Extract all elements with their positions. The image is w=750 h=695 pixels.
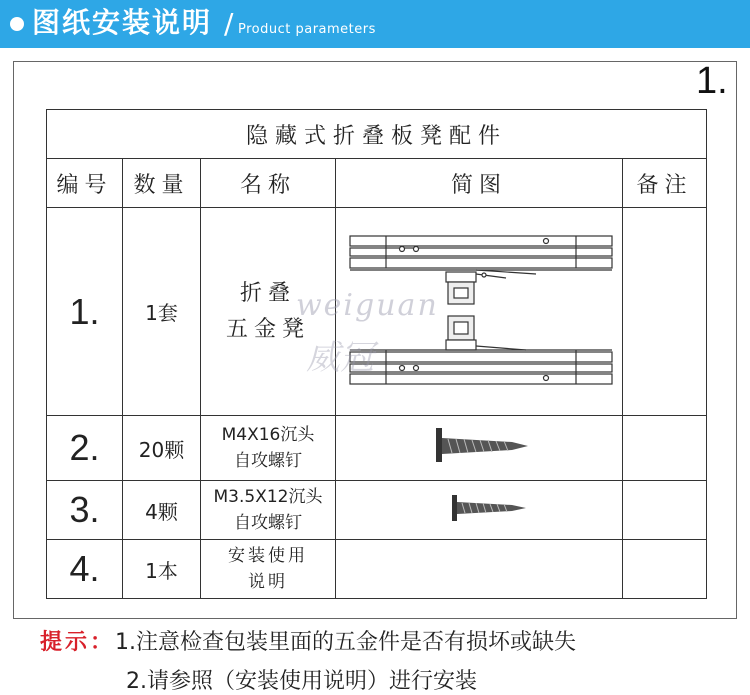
row-note xyxy=(623,208,707,416)
hint-line-2: 2.请参照（安装使用说明）进行安装 xyxy=(126,669,477,694)
row-diagram-empty xyxy=(336,540,623,599)
table-row xyxy=(47,416,707,481)
table-header-row xyxy=(47,159,707,208)
banner-subtitle: Product parameters xyxy=(238,22,376,37)
bullet-dot-icon xyxy=(10,17,24,31)
row-name-line1: M3.5X12沉头 xyxy=(213,487,323,507)
watermark-logo: 威冠 xyxy=(306,338,374,378)
row-name-line2: 说明 xyxy=(248,572,288,592)
row-quantity: 1套 xyxy=(123,208,201,416)
table-row xyxy=(47,481,707,540)
row-note xyxy=(623,481,707,540)
header-quantity: 数量 xyxy=(123,159,201,208)
parts-table xyxy=(46,109,707,599)
row-note xyxy=(623,416,707,481)
row-name-line2: 自攻螺钉 xyxy=(234,513,302,533)
row-number: 2. xyxy=(47,416,123,481)
header-note: 备注 xyxy=(623,159,707,208)
table-row xyxy=(47,540,707,599)
row-note xyxy=(623,540,707,599)
hint-text-1: 1.注意检查包装里面的五金件是否有损坏或缺失 xyxy=(115,630,577,655)
banner-slash: / xyxy=(224,7,234,40)
hint-label: 提示： xyxy=(40,630,116,655)
row-name xyxy=(201,416,336,481)
header-name: 名称 xyxy=(201,159,336,208)
row-number: 4. xyxy=(47,540,123,599)
row-quantity: 20颗 xyxy=(123,416,201,481)
header-banner xyxy=(0,0,750,48)
row-name-line2: 五金凳 xyxy=(225,316,310,342)
banner-title: 图纸安装说明 xyxy=(32,6,213,39)
header-diagram: 简图 xyxy=(336,159,623,208)
screw-image xyxy=(336,481,623,540)
screw-image xyxy=(336,416,623,481)
page-number: 1. xyxy=(696,60,728,102)
row-quantity: 4颗 xyxy=(123,481,201,540)
row-name-line1: M4X16沉头 xyxy=(221,425,315,445)
row-name-line1: 折叠 xyxy=(239,280,296,306)
screw-icon xyxy=(336,481,623,535)
table-title: 隐藏式折叠板凳配件 xyxy=(47,110,707,159)
screw-icon xyxy=(336,416,623,476)
watermark-text: weiguan xyxy=(296,288,439,323)
row-name-line1: 安装使用 xyxy=(228,546,308,566)
row-number: 1. xyxy=(47,208,123,416)
header-number: 编号 xyxy=(47,159,123,208)
hint-line-1 xyxy=(40,625,576,656)
row-name xyxy=(201,540,336,599)
row-quantity: 1本 xyxy=(123,540,201,599)
row-name xyxy=(201,481,336,540)
row-name-line2: 自攻螺钉 xyxy=(234,451,302,471)
row-number: 3. xyxy=(47,481,123,540)
